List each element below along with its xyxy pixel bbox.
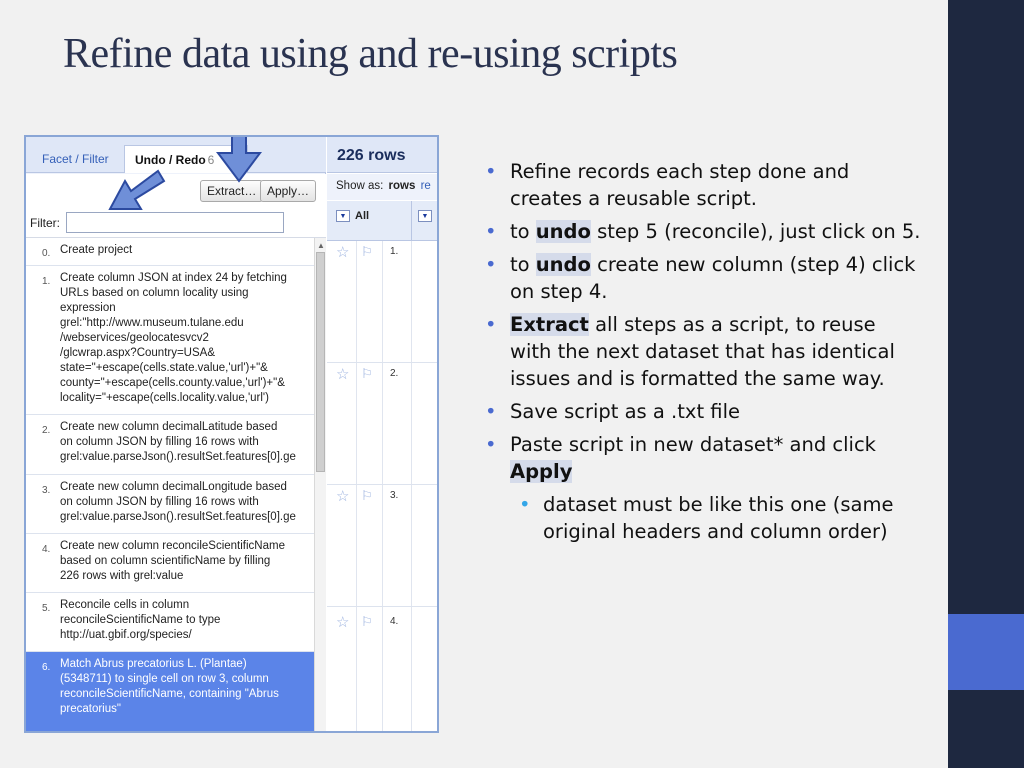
history-item-text: Create column JSON at index 24 by fetching URLs based on column locality using expression grel:"http://www.museum.tulane.edu /webservices/geolocatesvcv2 /glcwrap.aspx?Country=USA& state="+escape(cells.state.value,'url')+"& county="+escape(cells.county.value,'url')+"& locality="+escape(cells.locality.value,'url')	[60, 272, 287, 404]
bullet-text: dataset must be like this one (same original headers and column order)	[543, 493, 894, 543]
history-item-number: 0.	[42, 248, 51, 259]
flag-icon[interactable]: ⚐	[361, 614, 373, 629]
rows-count: 226 rows	[337, 147, 406, 164]
flag-icon[interactable]: ⚐	[361, 244, 373, 259]
bullet-item	[483, 218, 923, 245]
grid-row	[327, 241, 439, 363]
row-number: 4.	[390, 616, 399, 627]
bullet-text: step 5 (reconcile), just click on 5.	[590, 220, 921, 243]
history-item-text: Reconcile cells in column reconcileScientificName to type http://uat.gbif.org/species/	[60, 599, 221, 641]
bullet-item	[483, 251, 923, 305]
scrollbar-thumb[interactable]	[316, 252, 325, 472]
history-item-number: 5.	[42, 603, 51, 614]
bullet-item	[483, 398, 923, 425]
show-as-rows[interactable]: rows	[388, 180, 416, 192]
grid-row	[327, 363, 439, 485]
bullet-highlight: undo	[535, 220, 591, 243]
row-number: 2.	[390, 368, 399, 379]
column-all-label: All	[355, 210, 370, 222]
history-item[interactable]	[26, 534, 314, 593]
history-item[interactable]	[26, 475, 314, 534]
star-icon[interactable]: ☆	[336, 488, 350, 505]
sub-bullet-item	[483, 491, 923, 545]
bullet-list	[483, 158, 923, 551]
history-list	[26, 238, 314, 733]
side-accent	[948, 614, 1024, 690]
star-icon[interactable]: ☆	[336, 244, 350, 261]
bullet-highlight: Apply	[510, 460, 573, 483]
row-number: 3.	[390, 490, 399, 501]
bullet-text: to	[510, 253, 536, 276]
bullet-text: Save script as a .txt file	[510, 400, 740, 423]
dropdown-icon[interactable]: ▼	[418, 210, 432, 222]
tab-undo-redo[interactable]	[124, 145, 248, 173]
history-item-number: 6.	[42, 662, 51, 673]
grid-row	[327, 485, 439, 607]
column-header	[327, 201, 439, 241]
filter-row	[26, 208, 326, 238]
bullet-highlight: Extract	[510, 313, 589, 336]
history-item-number: 3.	[42, 485, 51, 496]
bullet-text: to	[510, 220, 536, 243]
rows-header	[327, 137, 439, 173]
show-as-label: Show as:	[336, 180, 384, 192]
bullet-item	[483, 158, 923, 212]
show-as-bar	[327, 174, 439, 200]
filter-label: Filter:	[30, 216, 60, 230]
row-number: 1.	[390, 246, 399, 257]
undo-count: 6	[207, 153, 215, 167]
history-toolbar	[26, 174, 326, 208]
filter-input[interactable]	[66, 212, 284, 233]
openrefine-screenshot	[24, 135, 439, 733]
history-item-number: 1.	[42, 276, 51, 287]
bullet-text: create new column (step 4) click on step 4.	[510, 253, 916, 303]
bullet-text: all steps as a script, to reuse with the next dataset that has identical issues and is formatted the same way.	[510, 313, 895, 390]
history-item-number: 4.	[42, 544, 51, 555]
history-item-text: Create new column decimalLatitude based on column JSON by filling 16 rows with grel:value.parseJson().resultSet.features[0].ge	[60, 421, 296, 463]
data-grid-panel	[327, 137, 439, 733]
history-item[interactable]	[26, 415, 314, 475]
left-panel	[26, 137, 326, 733]
tab-facet-filter[interactable]: Facet / Filter	[42, 152, 109, 166]
bullet-highlight: undo	[535, 253, 591, 276]
history-item-number: 2.	[42, 425, 51, 436]
show-as-records-link[interactable]: re	[420, 180, 431, 192]
apply-button[interactable]: Apply…	[260, 180, 316, 202]
history-item[interactable]	[26, 593, 314, 652]
history-item-text: Create new column reconcileScientificName based on column scientificName by filling 226 rows with grel:value	[60, 540, 285, 582]
bullet-text: Paste script in new dataset* and click	[510, 433, 876, 456]
history-item[interactable]	[26, 266, 314, 415]
extract-button[interactable]: Extract…	[200, 180, 263, 202]
slide-title: Refine data using and re-using scripts	[63, 31, 678, 77]
column-separator	[411, 201, 412, 241]
star-icon[interactable]: ☆	[336, 366, 350, 383]
flag-icon[interactable]: ⚐	[361, 366, 373, 381]
tab-undo-label: Undo / Redo	[135, 153, 206, 167]
dropdown-icon[interactable]: ▼	[336, 210, 350, 222]
history-scrollbar[interactable]	[314, 238, 326, 733]
history-item-text: Match Abrus precatorius L. (Plantae) (5348711) to single cell on row 3, column reconcileScientificName, containing "Abrus precatorius"	[60, 658, 279, 715]
scroll-up-icon[interactable]: ▲	[317, 241, 325, 250]
bullet-item	[483, 431, 923, 485]
history-item[interactable]	[26, 238, 314, 266]
flag-icon[interactable]: ⚐	[361, 488, 373, 503]
grid-row	[327, 611, 439, 733]
history-item-text: Create project	[60, 244, 133, 256]
tab-bar	[26, 137, 326, 173]
star-icon[interactable]: ☆	[336, 614, 350, 631]
history-item-text: Create new column decimalLongitude based on column JSON by filling 16 rows with grel:value.parseJson().resultSet.features[0].ge	[60, 481, 296, 523]
bullet-item	[483, 311, 923, 392]
bullet-text: Refine records each step done and creates a reusable script.	[510, 160, 850, 210]
history-item[interactable]	[26, 652, 314, 733]
